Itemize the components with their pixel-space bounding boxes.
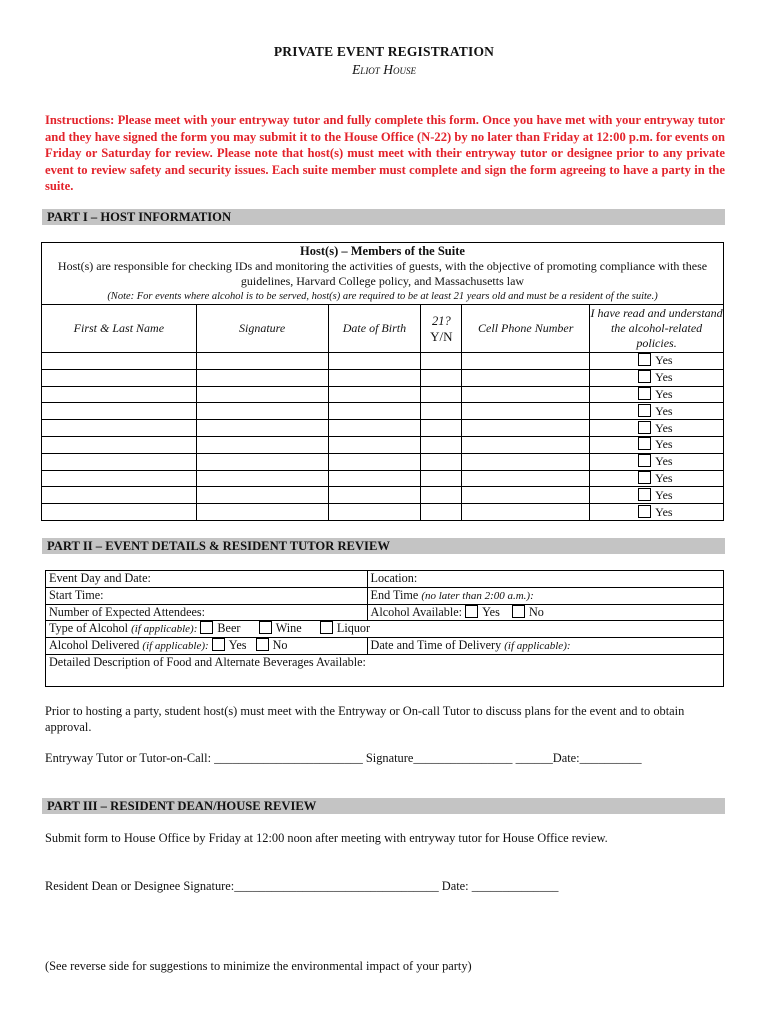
policy-yes-checkbox[interactable]: [638, 488, 651, 501]
host-name-cell[interactable]: [42, 369, 197, 386]
host-name-cell[interactable]: [42, 470, 197, 487]
alcohol-available-label: Alcohol Available:: [370, 604, 463, 619]
host-dob-cell[interactable]: [328, 453, 421, 470]
host-phone-cell[interactable]: [462, 504, 590, 521]
host-phone-cell[interactable]: [462, 453, 590, 470]
alcohol-delivered-note: (if applicable):: [142, 640, 209, 652]
host-signature-cell[interactable]: [196, 453, 328, 470]
host-box-text: Host(s) are responsible for checking IDs and monitoring the activities of guests, with the objective of promoting compliance with these guidelines, Harvard College policy, and Massachusetts law: [57, 259, 708, 288]
host-name-cell[interactable]: [42, 504, 197, 521]
host-phone-cell[interactable]: [462, 487, 590, 504]
end-time-label: End Time: [370, 587, 419, 602]
host-policy-cell: [590, 420, 724, 437]
host-row: [42, 386, 724, 403]
host-row: [42, 403, 724, 420]
host-dob-cell[interactable]: [328, 353, 421, 370]
host-age-cell[interactable]: [421, 420, 462, 437]
part1-heading: PART I – HOST INFORMATION: [42, 209, 725, 225]
part2-heading: PART II – EVENT DETAILS & RESIDENT TUTOR REVIEW: [42, 538, 725, 554]
host-dob-cell[interactable]: [328, 403, 421, 420]
host-phone-cell[interactable]: [462, 386, 590, 403]
host-dob-cell[interactable]: [328, 369, 421, 386]
form-subtitle: Eliot House: [352, 62, 416, 77]
wine-label: Wine: [275, 621, 302, 635]
policy-yes-label: Yes: [655, 454, 673, 469]
col-age: [421, 305, 462, 353]
host-name-cell[interactable]: [42, 453, 197, 470]
host-phone-cell[interactable]: [462, 403, 590, 420]
location-field[interactable]: Location:: [367, 571, 723, 588]
dean-signature-line[interactable]: Resident Dean or Designee Signature:_________________________________ Date: ______________: [45, 879, 559, 893]
policy-yes-checkbox[interactable]: [638, 454, 651, 467]
liquor-checkbox[interactable]: [320, 621, 333, 634]
alcohol-delivered-field: [46, 638, 368, 655]
alcohol-available-no-label: No: [529, 604, 544, 619]
host-dob-cell[interactable]: [328, 436, 421, 453]
host-row: [42, 420, 724, 437]
form-title: PRIVATE EVENT REGISTRATION: [273, 44, 495, 59]
attendees-field[interactable]: Number of Expected Attendees:: [46, 604, 368, 621]
policy-yes-label: Yes: [655, 504, 673, 519]
host-row: [42, 436, 724, 453]
host-signature-cell[interactable]: [196, 386, 328, 403]
host-policy-cell: [590, 470, 724, 487]
delivered-yes-checkbox[interactable]: [212, 638, 225, 651]
host-row: [42, 470, 724, 487]
host-box-note: (Note: For events where alcohol is to be served, host(s) are required to be at least 21 years old and must be a resident of the suite.): [107, 291, 658, 302]
alcohol-available-field: [367, 604, 723, 621]
tutor-signature-line[interactable]: Entryway Tutor or Tutor-on-Call: ________________________ Signature________________ ______Date:__________: [45, 751, 642, 765]
host-signature-cell[interactable]: [196, 353, 328, 370]
host-age-cell[interactable]: [421, 386, 462, 403]
col-age-top: 21?: [431, 313, 451, 328]
host-table: [41, 242, 724, 521]
delivered-no-checkbox[interactable]: [256, 638, 269, 651]
col-policy: I have read and understand the alcohol-related policies.: [590, 305, 724, 353]
beer-label: Beer: [217, 621, 241, 635]
host-policy-cell: [590, 369, 724, 386]
alcohol-available-yes-checkbox[interactable]: [465, 605, 478, 618]
policy-yes-label: Yes: [655, 470, 673, 485]
policy-yes-label: Yes: [655, 370, 673, 385]
host-dob-cell[interactable]: [328, 504, 421, 521]
host-policy-cell: [590, 353, 724, 370]
host-row: [42, 353, 724, 370]
host-dob-cell[interactable]: [328, 386, 421, 403]
delivered-no-label: No: [272, 638, 288, 652]
host-phone-cell[interactable]: [462, 436, 590, 453]
alcohol-delivered-label: Alcohol Delivered: [49, 638, 140, 652]
event-day-field[interactable]: Event Day and Date:: [46, 571, 368, 588]
host-phone-cell[interactable]: [462, 420, 590, 437]
host-signature-cell[interactable]: [196, 487, 328, 504]
prior-approval-text: Prior to hosting a party, student host(s) must meet with the Entryway or On-call Tutor to discuss plans for the event and to obtain approval.: [45, 704, 685, 734]
host-policy-cell: [590, 504, 724, 521]
host-row: [42, 453, 724, 470]
policy-yes-label: Yes: [655, 386, 673, 401]
delivered-yes-label: Yes: [228, 638, 247, 652]
host-row: [42, 504, 724, 521]
delivery-time-field[interactable]: [367, 638, 723, 655]
start-time-field[interactable]: Start Time:: [46, 587, 368, 604]
host-name-cell[interactable]: [42, 386, 197, 403]
host-box-title: Host(s) – Members of the Suite: [300, 244, 465, 258]
policy-yes-label: Yes: [655, 353, 673, 368]
liquor-label: Liquor: [336, 621, 371, 635]
policy-yes-checkbox[interactable]: [638, 353, 651, 366]
policy-yes-label: Yes: [655, 420, 673, 435]
host-phone-cell[interactable]: [462, 369, 590, 386]
policy-yes-label: Yes: [655, 437, 673, 452]
alcohol-available-no-checkbox[interactable]: [512, 605, 525, 618]
alcohol-type-field: [46, 621, 724, 638]
wine-checkbox[interactable]: [259, 621, 272, 634]
host-row: [42, 487, 724, 504]
end-time-field[interactable]: [367, 587, 723, 604]
host-signature-cell[interactable]: [196, 403, 328, 420]
policy-yes-checkbox[interactable]: [638, 471, 651, 484]
host-signature-cell[interactable]: [196, 504, 328, 521]
event-details-table: [45, 570, 724, 687]
alcohol-available-yes-label: Yes: [482, 604, 500, 619]
delivery-time-note: (if applicable):: [504, 640, 571, 652]
host-signature-cell[interactable]: [196, 470, 328, 487]
col-age-bottom: Y/N: [430, 328, 453, 344]
host-signature-cell[interactable]: [196, 369, 328, 386]
policy-yes-checkbox[interactable]: [638, 404, 651, 417]
policy-yes-checkbox[interactable]: [638, 505, 651, 518]
host-age-cell[interactable]: [421, 436, 462, 453]
host-age-cell[interactable]: [421, 403, 462, 420]
host-dob-cell[interactable]: [328, 487, 421, 504]
host-signature-cell[interactable]: [196, 436, 328, 453]
host-age-cell[interactable]: [421, 453, 462, 470]
policy-yes-checkbox[interactable]: [638, 421, 651, 434]
alcohol-type-note: (if applicable):: [131, 623, 198, 635]
beer-checkbox[interactable]: [200, 621, 213, 634]
policy-yes-checkbox[interactable]: [638, 370, 651, 383]
col-name: First & Last Name: [42, 305, 197, 353]
policy-yes-checkbox[interactable]: [638, 437, 651, 450]
host-name-cell[interactable]: [42, 420, 197, 437]
host-signature-cell[interactable]: [196, 420, 328, 437]
host-dob-cell[interactable]: [328, 470, 421, 487]
host-name-cell[interactable]: [42, 353, 197, 370]
host-name-cell[interactable]: [42, 403, 197, 420]
host-policy-cell: [590, 487, 724, 504]
host-policy-cell: [590, 403, 724, 420]
host-age-cell[interactable]: [421, 470, 462, 487]
host-policy-cell: [590, 436, 724, 453]
host-age-cell[interactable]: [421, 353, 462, 370]
host-age-cell[interactable]: [421, 487, 462, 504]
submit-instructions: Submit form to House Office by Friday at 12:00 noon after meeting with entryway tutor for House Office review.: [45, 831, 608, 845]
end-time-note: (no later than 2:00 a.m.):: [421, 589, 534, 602]
delivery-time-label: Date and Time of Delivery: [370, 638, 502, 652]
policy-yes-label: Yes: [655, 487, 673, 502]
host-policy-cell: [590, 386, 724, 403]
host-rows: [42, 353, 724, 521]
host-dob-cell[interactable]: [328, 420, 421, 437]
col-dob: Date of Birth: [328, 305, 421, 353]
policy-yes-checkbox[interactable]: [638, 387, 651, 400]
host-phone-cell[interactable]: [462, 470, 590, 487]
host-policy-cell: [590, 453, 724, 470]
host-age-cell[interactable]: [421, 504, 462, 521]
description-field[interactable]: Detailed Description of Food and Alternate Beverages Available:: [46, 655, 724, 687]
host-box-intro: [42, 243, 724, 305]
host-name-cell[interactable]: [42, 487, 197, 504]
host-row: [42, 369, 724, 386]
instructions-text: Instructions: Please meet with your entryway tutor and fully complete this form. Once you have met with your entryway tutor and they have signed the form you may submit it to the House Office (N-22) by no later than Friday at 12:00 p.m. for events on Friday or Saturday for review. Please note that host(s) must meet with their entryway tutor or designee prior to any private event to review safety and security issues. Each suite member must complete and sign the form agreeing to have a party in the suite.: [45, 113, 725, 194]
host-age-cell[interactable]: [421, 369, 462, 386]
col-phone: Cell Phone Number: [462, 305, 590, 353]
part3-heading: PART III – RESIDENT DEAN/HOUSE REVIEW: [42, 798, 725, 814]
host-name-cell[interactable]: [42, 436, 197, 453]
footer-note: (See reverse side for suggestions to minimize the environmental impact of your party): [45, 959, 472, 973]
policy-yes-label: Yes: [655, 403, 673, 418]
alcohol-type-label: Type of Alcohol: [49, 621, 129, 635]
host-phone-cell[interactable]: [462, 353, 590, 370]
col-signature: Signature: [196, 305, 328, 353]
